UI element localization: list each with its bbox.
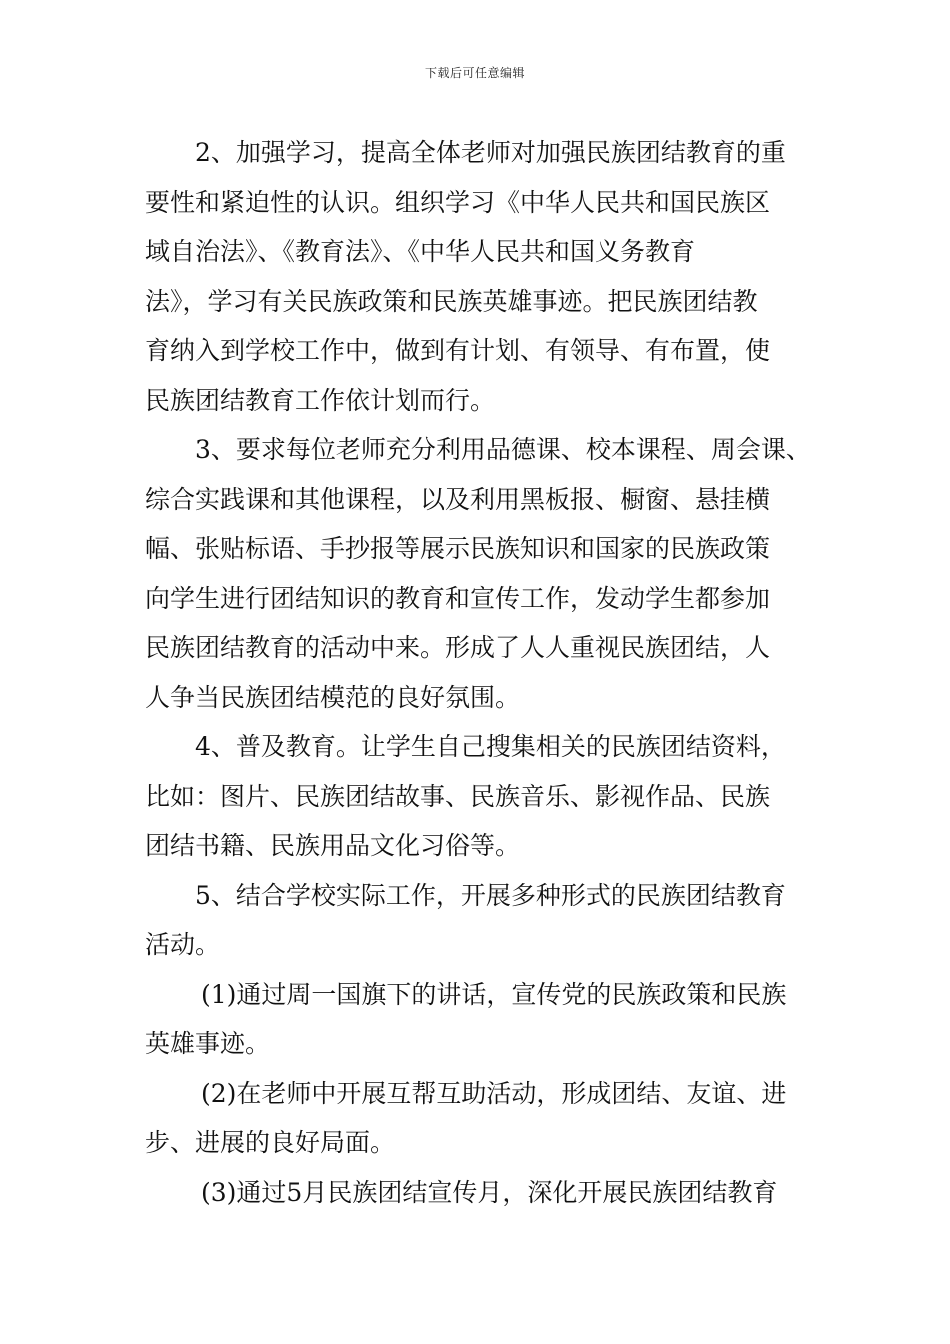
- text-line: 向学生进行团结知识的教育和宣传工作，发动学生都参加: [145, 583, 771, 613]
- text-line: 民族团结教育的活动中来。形成了人人重视民族团结，人: [145, 633, 771, 662]
- text-line: 5、结合学校实际工作，开展多种形式的民族团结教育: [195, 880, 786, 910]
- text-line: 步、进展的良好局面。: [145, 1128, 396, 1157]
- text-line: 民族团结教育工作依计划而行。: [145, 385, 496, 415]
- text-line: (2)在老师中开展互帮互助活动，形成团结、友谊、进: [201, 1078, 787, 1108]
- document-body: [145, 128, 811, 1217]
- text-line: 人争当民族团结模范的良好氛围。: [145, 682, 521, 712]
- text-line: 3、要求每位老师充分利用品德课、校本课程、周会课、: [195, 435, 811, 464]
- header-note: 下载后可任意编辑: [424, 66, 525, 80]
- text-line: 幅、张贴标语、手抄报等展示民族知识和国家的民族政策: [145, 534, 771, 563]
- text-line: 英雄事迹。: [145, 1029, 271, 1058]
- text-line: 域自治法》、《教育法》、《中华人民共和国义务教育: [145, 237, 696, 266]
- text-line: 法》，学习有关民族政策和民族英雄事迹。把民族团结教: [145, 286, 758, 316]
- text-line: 2、加强学习，提高全体老师对加强民族团结教育的重: [195, 138, 786, 167]
- text-line: 综合实践课和其他课程，以及利用黑板报、橱窗、悬挂横: [145, 484, 771, 514]
- text-line: 育纳入到学校工作中，做到有计划、有领导、有布置，使: [145, 336, 771, 365]
- text-line: (3)通过5月民族团结宣传月，深化开展民族团结教育: [201, 1177, 778, 1207]
- text-line: 比如：图片、民族团结故事、民族音乐、影视作品、民族: [145, 781, 771, 811]
- text-line: 活动。: [145, 930, 221, 959]
- text-line: (1)通过周一国旗下的讲话，宣传党的民族政策和民族: [201, 979, 787, 1009]
- text-line: 要性和紧迫性的认识。组织学习《中华人民共和国民族区: [145, 187, 771, 217]
- text-line: 团结书籍、民族用品文化习俗等。: [145, 831, 521, 860]
- text-line: 4、普及教育。让学生自己搜集相关的民族团结资料，: [195, 732, 786, 761]
